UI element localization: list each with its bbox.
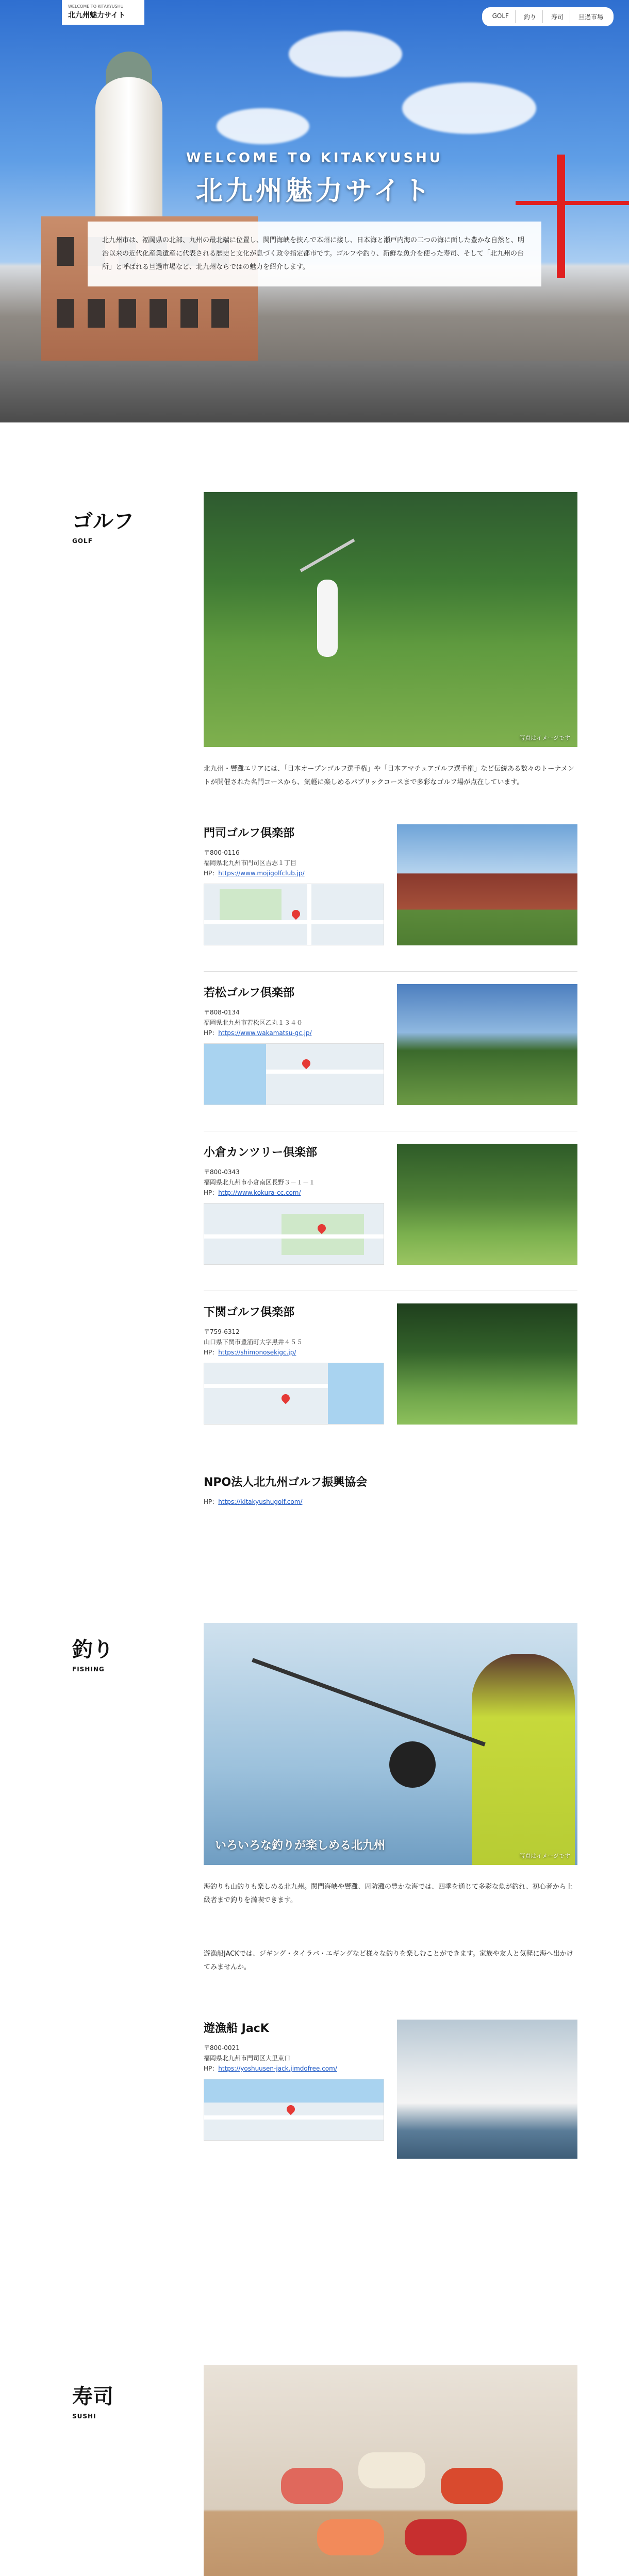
fishing-main-photo <box>204 1623 577 1865</box>
section-subtitle: GOLF <box>72 537 93 545</box>
global-nav <box>482 7 614 26</box>
golf-club-item <box>204 824 577 958</box>
nav-item-fishing[interactable]: 釣り <box>518 10 543 23</box>
association-info <box>204 1497 577 1507</box>
club-name: 小倉カンツリー倶楽部 <box>204 1146 318 1159</box>
fishing-reel <box>389 1741 436 1788</box>
sushi-piece <box>358 2452 425 2488</box>
club-website-link[interactable]: https://shimonosekigc.jp/ <box>218 1349 296 1356</box>
cloud <box>217 108 309 144</box>
club-website-link[interactable]: https://www.wakamatsu-gc.jp/ <box>218 1029 312 1037</box>
section-title: 寿司 <box>72 2384 113 2409</box>
golf-main-photo <box>204 492 577 747</box>
club-photo <box>397 984 577 1105</box>
club-address: 福岡県北九州市小倉南区長野３－１－１ <box>204 1179 316 1186</box>
club-address: 福岡県北九州市若松区乙丸１３４０ <box>204 1019 303 1026</box>
logo-small-text: WELCOME TO KITAKYUSHU <box>68 4 124 9</box>
golf-association <box>204 1473 577 1515</box>
golf-club-item <box>204 984 577 1118</box>
cloud <box>402 82 536 134</box>
nav-item-golf[interactable]: GOLF <box>486 10 516 23</box>
sushi-heading <box>72 2380 113 2420</box>
fishing-text: 海釣りも山釣りも楽しめる北九州。関門海峡や響灘、周防灘の豊かな海では、四季を通じて多彩な魚が釣れ、初心者から上級者まで釣りを満喫できます。 <box>204 1883 573 1904</box>
sushi-piece <box>281 2468 343 2504</box>
url-label: HP： <box>204 1349 219 1356</box>
cloud <box>289 31 402 77</box>
nav-item-sushi[interactable]: 寿司 <box>545 10 570 23</box>
url-label: HP： <box>204 870 219 877</box>
golf-club <box>300 538 355 572</box>
fishing-boat-item <box>204 2020 577 2159</box>
association-name: NPO法人北九州ゴルフ振興協会 <box>204 1476 368 1489</box>
hero-title: 北九州魅力サイト <box>195 176 434 207</box>
club-website-link[interactable]: http://www.kokura-cc.com/ <box>218 1189 301 1196</box>
golfer-figure <box>317 580 338 657</box>
sushi-piece <box>405 2519 467 2555</box>
sushi-main-photo <box>204 2365 577 2576</box>
club-photo <box>397 1144 577 1265</box>
club-website-link[interactable]: https://www.mojigolfclub.jp/ <box>218 870 305 877</box>
sushi-piece <box>317 2519 384 2555</box>
club-name: 門司ゴルフ倶楽部 <box>204 827 295 840</box>
boat-map[interactable] <box>204 2079 384 2141</box>
association-website-link[interactable]: https://kitakyushugolf.com/ <box>218 1498 303 1505</box>
club-name: 若松ゴルフ倶楽部 <box>204 987 295 999</box>
boat-postal: 〒800-0021 <box>204 2044 240 2052</box>
club-map[interactable] <box>204 1203 384 1265</box>
section-subtitle: FISHING <box>72 1666 105 1673</box>
divider <box>204 971 577 972</box>
photo-caption: 写真はイメージです <box>519 1853 570 1859</box>
nav-item-tanga[interactable]: 旦過市場 <box>578 13 603 21</box>
boat-website-link[interactable]: https://yoshuusen-jack.jimdofree.com/ <box>218 2065 337 2072</box>
golf-club-item <box>204 1303 577 1437</box>
angler-figure <box>472 1654 575 1865</box>
club-postal: 〒759-6312 <box>204 1328 240 1335</box>
map-pin-icon <box>290 908 302 920</box>
fishing-rod <box>252 1658 486 1747</box>
map-pin-icon <box>285 2104 297 2115</box>
fishing-text-2: 遊漁船JACKでは、ジギング・タイラバ・エギングなど様々な釣りを楽しむことができます。家族や友人と気軽に海へ出かけてみませんか。 <box>204 1950 573 1971</box>
boat-photo <box>397 2020 577 2159</box>
club-address: 山口県下関市豊浦町大字黒井４５５ <box>204 1338 303 1346</box>
golf-club-item <box>204 1144 577 1278</box>
sushi-section <box>0 2303 629 2576</box>
club-map[interactable] <box>204 1043 384 1105</box>
club-map[interactable] <box>204 884 384 945</box>
photo-overlay-text: いろいろな釣りが楽しめる北九州 <box>215 1839 386 1852</box>
club-photo <box>397 824 577 945</box>
golf-intro-text: 北九州・響灘エリアには、「日本オープンゴルフ選手権」や「日本アマチュアゴルフ選手権」など伝統ある数々のトーナメントが開催された名門コースから、気軽に楽しめるパブリックコースまで多彩なゴルフ場が点在しています。 <box>204 765 574 786</box>
photo-caption: 写真はイメージです <box>519 735 570 741</box>
map-pin-icon <box>280 1393 292 1404</box>
club-map[interactable] <box>204 1363 384 1425</box>
section-title: ゴルフ <box>72 509 134 533</box>
association-url-row <box>204 1497 577 1507</box>
url-label: HP： <box>204 1029 219 1037</box>
fishing-heading <box>72 1633 113 1673</box>
hero-section <box>0 0 629 422</box>
url-label: HP： <box>204 2065 219 2072</box>
intro-text: 北九州市は、福岡県の北部、九州の最北端に位置し、関門海峡を挟んで本州に接し、日本海と瀬戸内海の二つの海に面した豊かな自然と、明治以来の近代化産業遺産に代表される歴史と文化が息づく政令指定都市です。ゴルフや釣り、新鮮な魚介を使った寿司、そして「北九州の台所」と呼ばれる旦過市場など、北九州ならではの魅力を紹介します。 <box>88 222 541 286</box>
club-postal: 〒800-0343 <box>204 1168 240 1176</box>
fishing-section <box>0 1556 629 2303</box>
club-photo <box>397 1303 577 1425</box>
boat-name: 遊漁船 JacK <box>204 2022 269 2035</box>
hero-titles <box>0 150 629 208</box>
club-address: 福岡県北九州市門司区吉志１丁目 <box>204 859 297 867</box>
hero-subtitle: WELCOME TO KITAKYUSHU <box>186 150 443 166</box>
url-label: HP： <box>204 1189 219 1196</box>
club-name: 下関ゴルフ倶楽部 <box>204 1306 295 1319</box>
section-title: 釣り <box>72 1637 113 1662</box>
boat-address: 福岡県北九州市門司区大里東口 <box>204 2055 291 2062</box>
section-subtitle: SUSHI <box>72 2413 96 2420</box>
url-label: HP： <box>204 1498 219 1505</box>
golf-section <box>0 422 629 1556</box>
club-postal: 〒800-0116 <box>204 849 240 856</box>
golf-heading <box>72 505 134 545</box>
site-logo[interactable] <box>62 0 144 25</box>
sushi-piece <box>441 2468 503 2504</box>
club-postal: 〒808-0134 <box>204 1009 240 1016</box>
map-pin-icon <box>301 1058 312 1070</box>
logo-main-text: 北九州魅力サイト <box>68 11 126 20</box>
street <box>0 361 629 422</box>
